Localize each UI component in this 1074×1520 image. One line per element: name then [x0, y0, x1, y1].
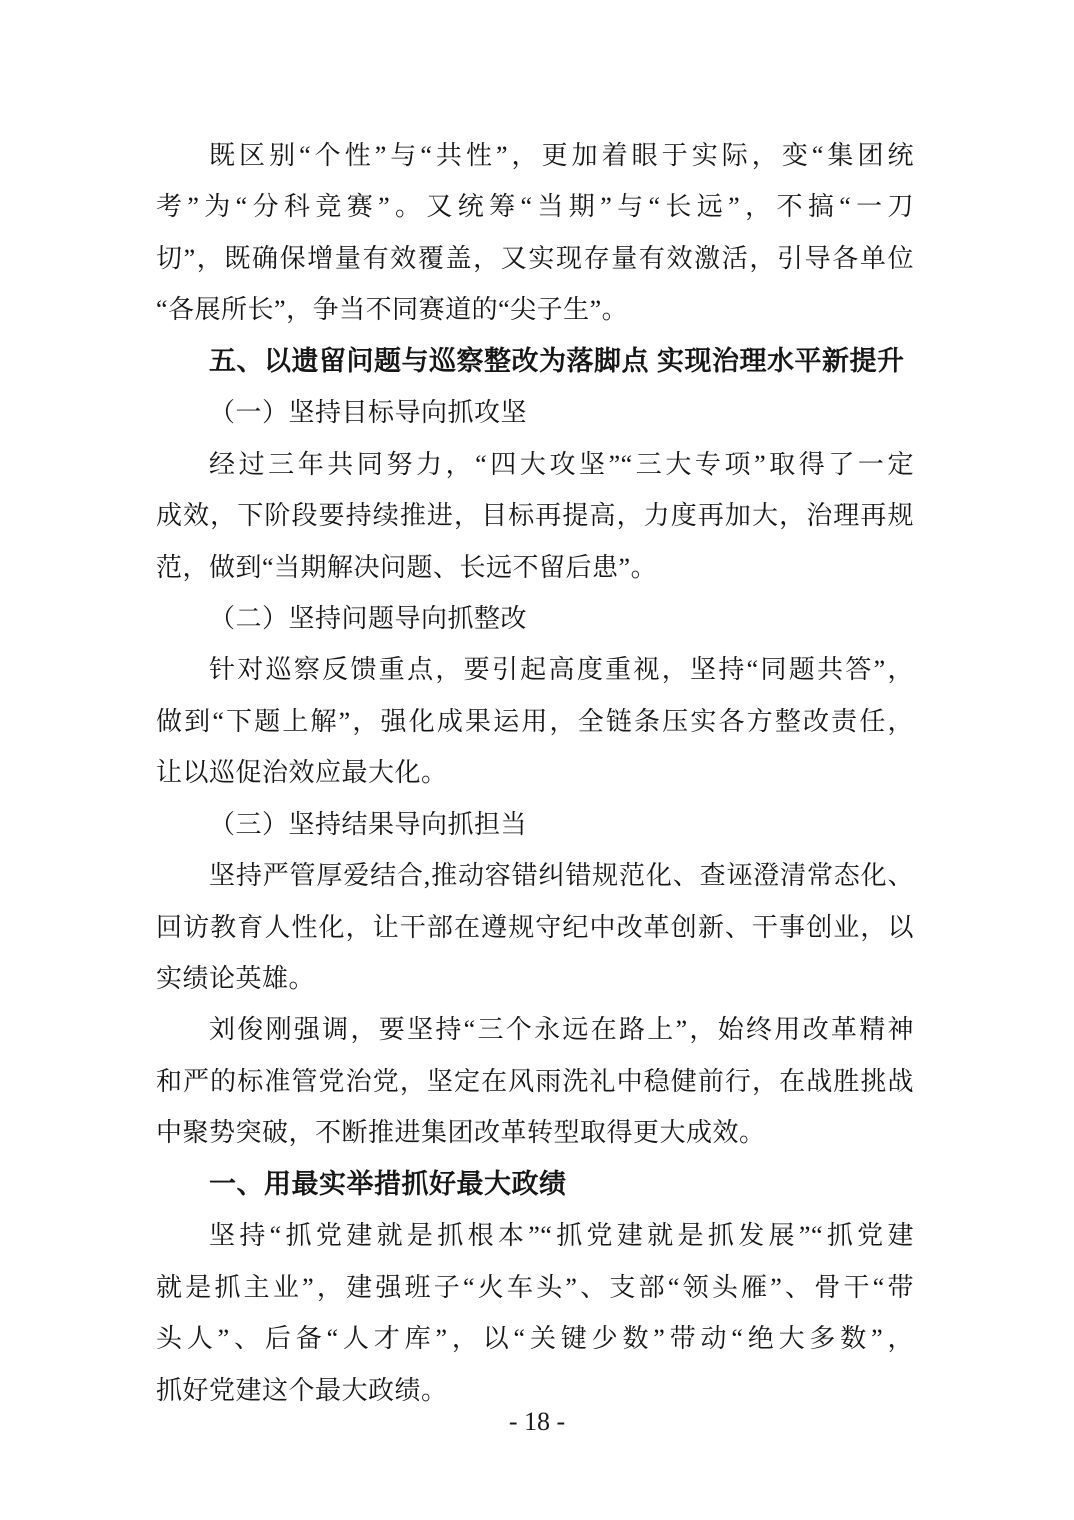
text-line: 范，做到“当期解决问题、长远不留后患”。 — [156, 552, 658, 582]
text-line: 既区别“个性”与“共性”，更加着眼于实际，变“集团统 — [209, 141, 914, 170]
text-line: 考”为“分科竞赛”。又统筹“当期”与“长远”，不搞“一刀 — [156, 192, 914, 222]
text-line: 切”，既确保增量有效覆盖，又实现存量有效激活，引导各单位 — [156, 243, 914, 273]
subheading-line: （二）坚持问题导向抓整改 — [209, 603, 528, 633]
text-line: 回访教育人性化，让干部在遵规守纪中改革创新、干事创业，以 — [156, 912, 914, 942]
text-line: 就是抓主业”，建强班子“火车头”、支部“领头雁”、骨干“带 — [156, 1272, 914, 1302]
paragraph — [156, 1210, 914, 1416]
text-line: 坚持严管厚爱结合,推动容错纠错规范化、查诬澄清常态化、 — [209, 861, 914, 891]
text-line: 和严的标准管党治党，坚定在风雨洗礼中稳健前行，在战胜挑战 — [156, 1066, 914, 1096]
subsection-heading-three — [156, 799, 914, 850]
section-heading-one — [156, 1159, 914, 1210]
text-line: 做到“下题上解”，强化成果运用，全链条压实各方整改责任， — [156, 706, 914, 736]
paragraph — [156, 644, 914, 798]
text-line: 针对巡察反馈重点，要引起高度重视，坚持“同题共答”， — [209, 655, 914, 685]
document-body — [156, 130, 914, 1416]
text-line: 经过三年共同努力，“四大攻坚”“三大专项”取得了一定 — [209, 449, 914, 479]
heading-line: 一、用最实举措抓好最大政绩 — [209, 1168, 567, 1199]
text-line: 成效，下阶段要持续推进，目标再提高，力度再加大，治理再规 — [156, 501, 914, 531]
text-line: 让以巡促治效应最大化。 — [156, 758, 448, 788]
section-heading-five — [156, 336, 914, 387]
paragraph — [156, 439, 914, 593]
subheading-line: （三）坚持结果导向抓担当 — [209, 809, 528, 839]
heading-line: 五、以遗留问题与巡察整改为落脚点 实现治理水平新提升 — [209, 345, 905, 376]
subsection-heading-one — [156, 387, 914, 438]
paragraph — [156, 1004, 914, 1158]
text-line: 头人”、后备“人才库”，以“关键少数”带动“绝大多数”， — [156, 1324, 914, 1354]
paragraph — [156, 130, 914, 336]
paragraph — [156, 850, 914, 1004]
subheading-line: （一）坚持目标导向抓攻坚 — [209, 398, 528, 428]
text-line: 刘俊刚强调，要坚持“三个永远在路上”，始终用改革精神 — [209, 1015, 914, 1045]
text-line: “各展所长”，争当不同赛道的“尖子生”。 — [156, 295, 629, 325]
subsection-heading-two — [156, 593, 914, 644]
text-line: 抓好党建这个最大政绩。 — [156, 1375, 448, 1405]
text-line: 中聚势突破，不断推进集团改革转型取得更大成效。 — [156, 1118, 766, 1148]
page-number: - 18 - — [508, 1407, 566, 1436]
text-line: 实绩论英雄。 — [156, 964, 316, 993]
text-line: 坚持“抓党建就是抓根本”“抓党建就是抓发展”“抓党建 — [209, 1221, 914, 1251]
